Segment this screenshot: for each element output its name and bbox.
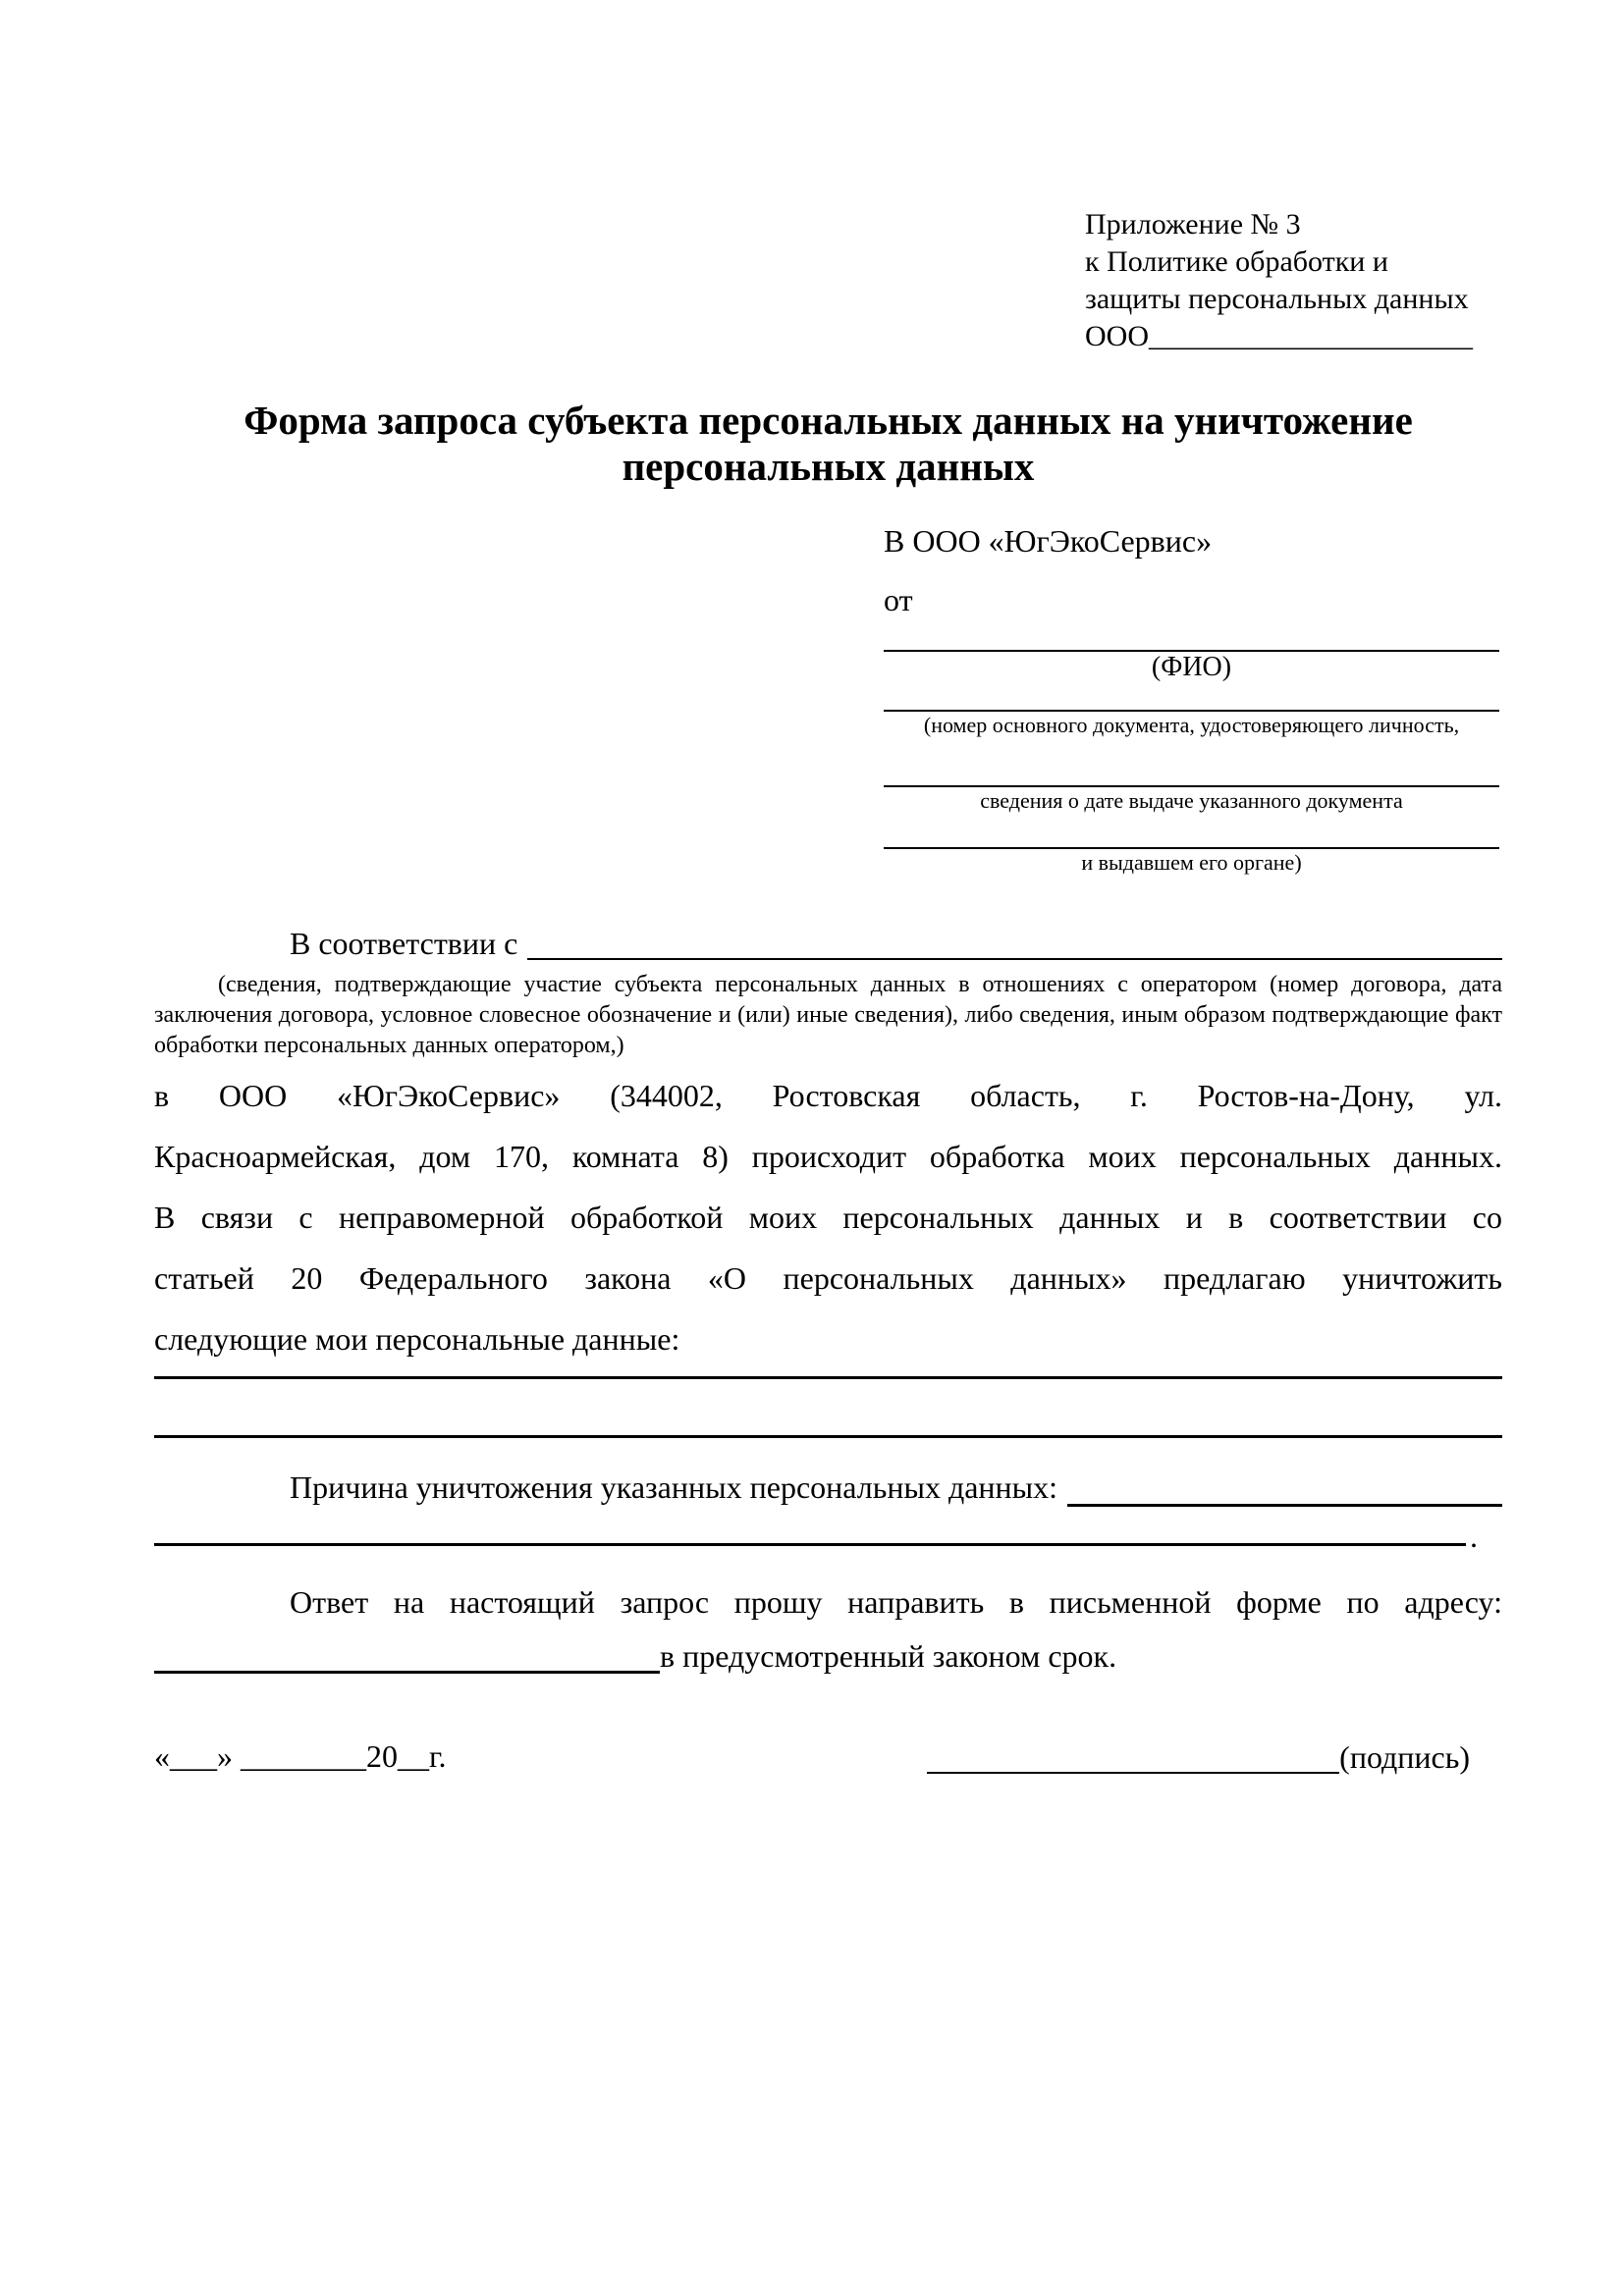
- issue-date-blank-line: [884, 739, 1499, 787]
- appendix-policy-line2: защиты персональных данных: [1085, 283, 1469, 315]
- addressee-from-label: от: [884, 582, 913, 617]
- page-title: [154, 398, 1502, 490]
- main-paragraph-line3: В связи с неправомерной обработкой моих персональных данных и в соответствии со: [154, 1200, 1502, 1235]
- answer-address-row: [154, 1631, 1502, 1681]
- main-paragraph-line2: Красноармейская, дом 170, комната 8) происходит обработка моих персональных данных.: [154, 1139, 1502, 1174]
- signature-group: [927, 1733, 1470, 1782]
- page-title-line2: персональных данных: [622, 444, 1035, 489]
- answer-address-blank-line: [154, 1631, 660, 1674]
- accordance-row: [154, 921, 1502, 966]
- addressee-block: [884, 522, 1499, 877]
- issue-date-caption: сведения о дате выдаче указанного документа: [980, 788, 1403, 813]
- main-paragraph: [154, 1065, 1502, 1369]
- page-title-line1: Форма запроса субъекта персональных данных на уничтожение: [244, 398, 1413, 443]
- reason-blank-line-2: [154, 1514, 1466, 1546]
- issuing-authority-caption: и выдавшем его органе): [1081, 850, 1302, 875]
- small-print-line2: заключения договора, условное словесное обозначение и (или) иные сведения), либо сведения, иным образом подтверждающие факт: [154, 1002, 1502, 1028]
- appendix-header: [1085, 206, 1507, 355]
- document-number-caption: (номер основного документа, удостоверяющего личность,: [923, 713, 1460, 737]
- reason-blank-line: [1067, 1465, 1502, 1507]
- personal-data-blank-line-2: [154, 1435, 1502, 1438]
- appendix-policy-line1: к Политике обработки и: [1085, 245, 1388, 278]
- accordance-blank-line: [527, 921, 1502, 960]
- small-print-line3: обработки персональных данных оператором,): [154, 1033, 624, 1058]
- small-print-note: [154, 970, 1502, 1061]
- small-print-line1: (сведения, подтверждающие участие субъекта персональных данных в отношениях с оператором (номер договора, дата: [218, 972, 1502, 997]
- reason-row: [154, 1465, 1502, 1510]
- answer-request-line: Ответ на настоящий запрос прошу направить в письменной форме по адресу:: [290, 1584, 1502, 1620]
- sentence-period: .: [1470, 1519, 1478, 1554]
- appendix-number: Приложение № 3: [1085, 208, 1301, 240]
- signature-caption: (подпись): [1339, 1739, 1470, 1775]
- reason-continuation-row: [154, 1514, 1502, 1559]
- fio-blank-line: [884, 618, 1499, 652]
- main-paragraph-line1: в ООО «ЮгЭкоСервис» (344002, Ростовская область, г. Ростов-на-Дону, ул.: [154, 1078, 1502, 1113]
- footer-row: [154, 1733, 1502, 1782]
- main-paragraph-line4: статьей 20 Федерального закона «О персональных данных» предлагаю уничтожить: [154, 1260, 1502, 1296]
- document-number-blank-line: [884, 683, 1499, 712]
- main-paragraph-line5: следующие мои персональные данные:: [154, 1321, 680, 1357]
- date-blank: «___» ________20__г.: [154, 1738, 447, 1774]
- issuing-authority-blank-line: [884, 815, 1499, 849]
- fio-caption: (ФИО): [1151, 652, 1232, 682]
- reason-label: Причина уничтожения указанных персональных данных:: [290, 1469, 1058, 1505]
- addressee-organization: В ООО «ЮгЭкоСервис»: [884, 523, 1213, 559]
- term-text: в предусмотренный законом срок.: [660, 1638, 1117, 1674]
- appendix-ooo-blank: ООО______________________: [1085, 320, 1473, 352]
- accordance-label: В соответствии с: [290, 926, 518, 961]
- signature-blank-line: [927, 1733, 1339, 1774]
- personal-data-blank-line-1: [154, 1376, 1502, 1379]
